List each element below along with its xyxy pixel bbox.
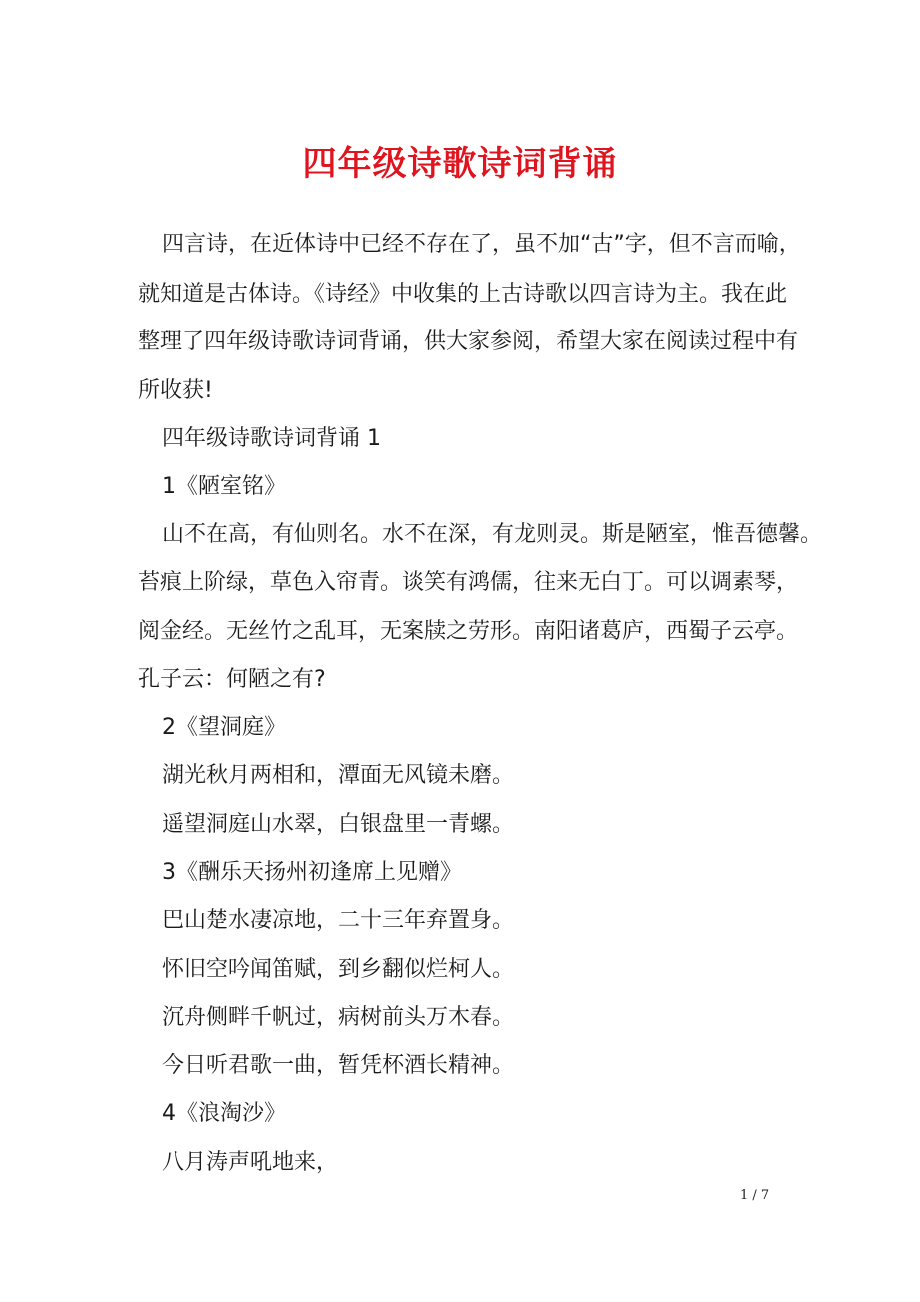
document-title: 四年级诗歌诗词背诵 bbox=[302, 144, 618, 184]
poem3-line-4: 今日听君歌一曲，暂凭杯酒长精神。 bbox=[162, 1053, 515, 1078]
poem2-heading: 2《望洞庭》 bbox=[162, 715, 286, 740]
poem4-heading: 4《浪淘沙》 bbox=[162, 1101, 286, 1126]
poem4-line-1: 八月涛声吼地来， bbox=[162, 1150, 339, 1175]
poem3-line-3: 沉舟侧畔千帆过，病树前头万木春。 bbox=[162, 1005, 515, 1030]
poem2-line-2: 遥望洞庭山水翠，白银盘里一青螺。 bbox=[162, 812, 515, 837]
page-number: 1 / 7 bbox=[740, 1188, 770, 1203]
intro-line-3: 整理了四年级诗歌诗词背诵，供大家参阅，希望大家在阅读过程中有 bbox=[138, 329, 799, 354]
poem3-heading: 3《酬乐天扬州初逢席上见赠》 bbox=[162, 860, 462, 885]
intro-line-4: 所收获! bbox=[138, 378, 213, 403]
poem1-line-4: 孔子云：何陋之有? bbox=[138, 667, 326, 692]
poem1-line-3: 阅金经。无丝竹之乱耳，无案牍之劳形。南阳诸葛庐，西蜀子云亭。 bbox=[138, 619, 799, 644]
poem3-line-1: 巴山楚水凄凉地，二十三年弃置身。 bbox=[162, 908, 515, 933]
intro-line-1: 四言诗，在近体诗中已经不存在了，虽不加“古”字，但不言而喻， bbox=[162, 232, 801, 257]
poem1-heading: 1《陋室铭》 bbox=[162, 474, 286, 499]
section-heading: 四年级诗歌诗词背诵 1 bbox=[162, 426, 381, 451]
poem2-line-1: 湖光秋月两相和，潭面无风镜未磨。 bbox=[162, 763, 515, 788]
poem1-line-1: 山不在高，有仙则名。水不在深，有龙则灵。斯是陋室，惟吾德馨。 bbox=[162, 522, 823, 547]
poem1-line-2: 苔痕上阶绿，草色入帘青。谈笑有鸿儒，往来无白丁。可以调素琴， bbox=[138, 570, 799, 595]
intro-line-2: 就知道是古体诗。《诗经》中收集的上古诗歌以四言诗为主。我在此 bbox=[138, 282, 788, 307]
poem3-line-2: 怀旧空吟闻笛赋，到乡翻似烂柯人。 bbox=[162, 957, 515, 982]
